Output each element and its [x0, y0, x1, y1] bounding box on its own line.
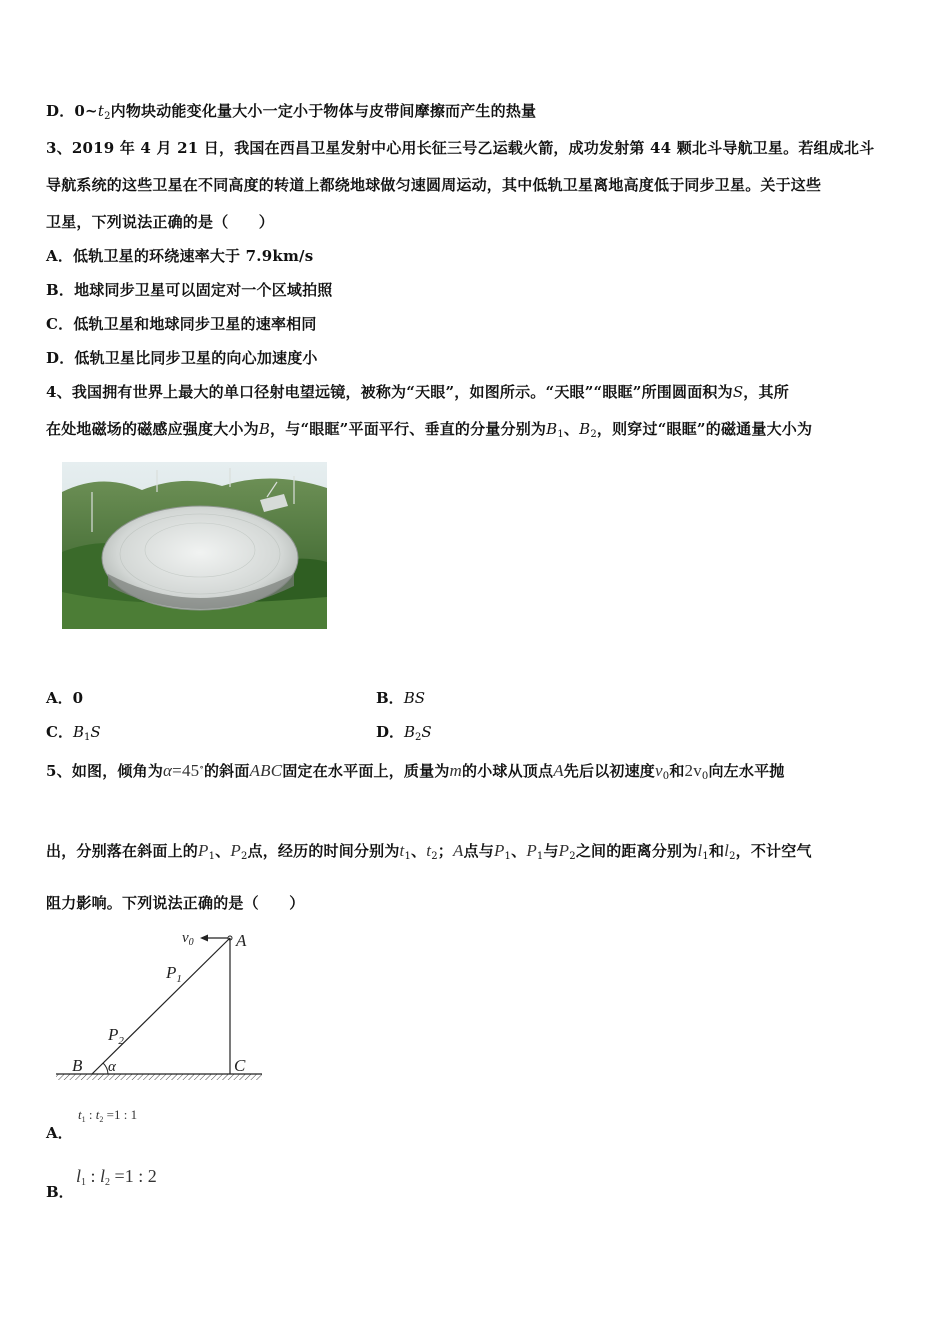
q4-option-a: A．0: [46, 689, 84, 707]
q3-option-d: D．低轨卫星比同步卫星的向心加速度小: [46, 349, 318, 367]
q3-option-c: C．低轨卫星和地球同步卫星的速率相同: [46, 315, 317, 333]
svg-text:P2: [107, 1025, 124, 1047]
ground-hatch: [56, 1074, 262, 1080]
q5-stem-line-1: 5、如图，倾角为α=45∘的斜面ABC固定在水平面上，质量为m的小球从顶点A先后以初速度$v_0$和$2v_0$向左水平抛: [46, 761, 785, 782]
q5-option-a-math: $t_1$ : $t_2 =1$ : 1: [78, 1107, 138, 1124]
incline-diagram: [52, 922, 272, 1088]
q2-option-d: D．$0\sim t_2$内物块动能变化量大小一定小于物体与皮带间摩擦而产生的热量: [46, 102, 537, 122]
q4-stem-line-2: 在处地磁场的磁感应强度大小为B，与“眼眶”平面平行、垂直的分量分别为$B_1$、$B_2$，则穿过“眼眶”的磁通量大小为: [46, 420, 813, 440]
q3-stem-line-3: 卫星，下列说法正确的是（ ）: [46, 213, 275, 231]
q5-stem-line-3: 阻力影响。下列说法正确的是（ ）: [46, 894, 305, 912]
label-p2: P: [108, 1025, 119, 1044]
incline-ab: [92, 938, 230, 1074]
q3-option-b: B．地球同步卫星可以固定对一个区域拍照: [46, 281, 333, 299]
label-alpha: α: [108, 1059, 116, 1075]
label-p1-sub: 1: [176, 973, 182, 985]
q4-option-d: D．$B_2S$: [376, 723, 432, 743]
q2-option-d-label: D．: [46, 102, 75, 120]
q5-option-b-label: B．: [46, 1183, 74, 1201]
q4-option-c: C．$B_1S$: [46, 723, 101, 743]
svg-text:P1: [165, 963, 182, 985]
q5-option-b-math: $l_1$ : $l_2 =1$ : 2: [76, 1166, 157, 1188]
label-p2-sub: 2: [118, 1035, 124, 1047]
q3-stem-line-2: 导航系统的这些卫星在不同高度的转道上都绕地球做匀速圆周运动，其中低轨卫星离地高度低于同步卫星。关于这些: [46, 176, 822, 194]
q4-stem-line-1: 4、我国拥有世界上最大的单口径射电望远镜，被称为“天眼”，如图所示。“天眼”“眼眶”所围圆面积为S，其所: [46, 383, 789, 401]
q3-stem-line-1: 3、2019 年 4 月 21 日，我国在西昌卫星发射中心用长征三号乙运载火箭，成功发射第 44 颗北斗导航卫星。若组成北斗: [46, 139, 875, 157]
label-v0-sub: 0: [188, 937, 194, 948]
label-p1: P: [166, 963, 177, 982]
q3-option-a: A．低轨卫星的环绕速率大于 7.9km/s: [46, 247, 314, 265]
svg-text:v0: [182, 930, 194, 948]
label-v0: v: [182, 930, 189, 946]
q5-stem-line-2: 出，分别落在斜面上的$P_1$、$P_2$点，经历的时间分别为$t_1$、$t_2$；A点与$P_1$、$P_1$与$P_2$之间的距离分别为$l_1$和$l_2$，不计空气: [46, 841, 812, 862]
q5-option-a-label: A．: [46, 1124, 73, 1142]
label-a: A: [236, 931, 247, 950]
velocity-arrowhead: [200, 935, 208, 942]
label-b: B: [72, 1056, 83, 1075]
q4-option-b: B．BS: [376, 689, 425, 707]
fast-telescope-photo: [62, 462, 327, 629]
label-c: C: [234, 1056, 246, 1075]
